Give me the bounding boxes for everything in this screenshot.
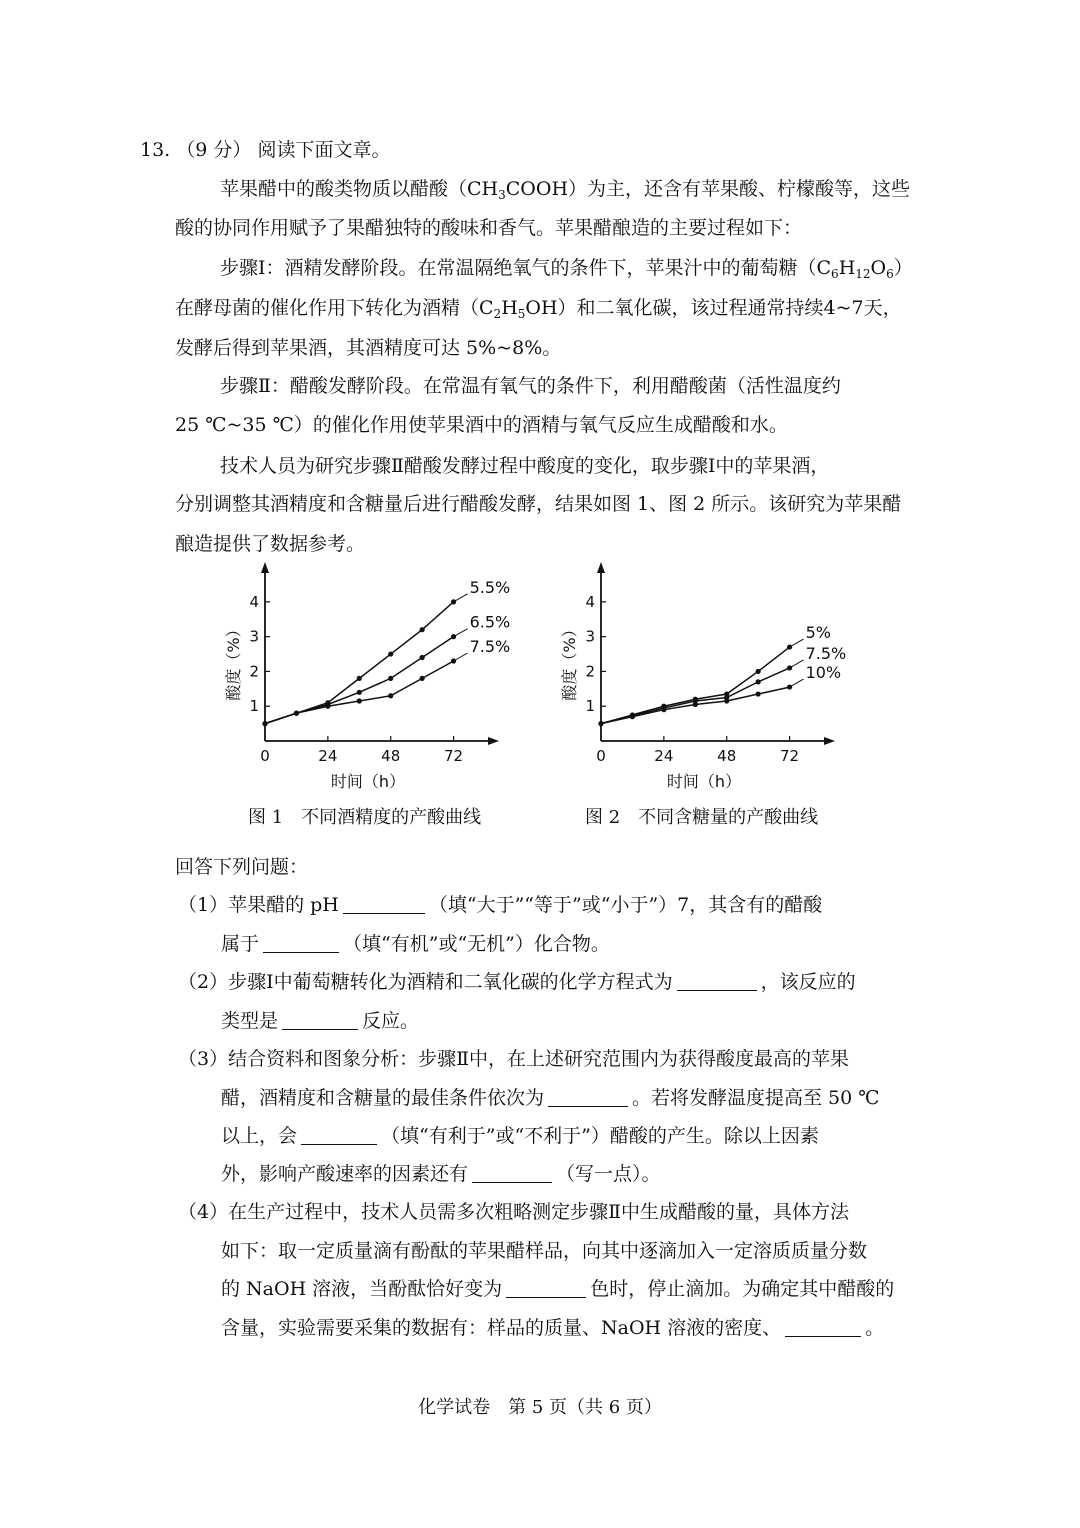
series-leader (790, 679, 804, 687)
step1-line: 步骤Ⅰ：酒精发酵阶段。在常温隔绝氧气的条件下，苹果汁中的葡萄糖$(C_6H_{12}O_6)$ (220, 257, 913, 281)
step2-line: 步骤Ⅱ：醋酸发酵阶段。在常温有氧气的条件下，利用醋酸菌（活性温度约 (220, 375, 841, 397)
answer-blank[interactable] (282, 1011, 358, 1030)
answer-blank[interactable] (677, 972, 757, 991)
data-point (756, 679, 761, 684)
question-score: （9 分） (176, 139, 252, 161)
question-4-line: 的 NaOH 溶液，当酚酞恰好变为 色时，停止滴加。为确定其中醋酸的 (221, 1278, 895, 1300)
data-point (357, 676, 362, 681)
series-leader (790, 639, 804, 647)
question-3-line: 醋，酒精度和含糖量的最佳条件依次为 。若将发酵温度提高至 50 ℃ (221, 1087, 880, 1109)
question-4-line: 如下：取一定质量滴有酚酞的苹果醋样品，向其中逐滴加入一定溶质质量分数 (221, 1240, 868, 1262)
series-label: 10% (805, 663, 842, 683)
answer-blank[interactable] (548, 1088, 628, 1107)
data-point (420, 676, 425, 681)
data-point (357, 698, 362, 703)
series-line (265, 602, 454, 724)
question-header (140, 138, 390, 162)
data-point (451, 599, 456, 604)
data-point (325, 704, 330, 709)
x-tick-label: 48 (717, 747, 737, 765)
data-point (724, 698, 729, 703)
y-axis-label: 酸度（%） (224, 621, 243, 701)
y-tick-label: 3 (249, 627, 259, 646)
step1-line: 发酵后得到苹果酒，其酒精度可达 5%~8%。 (175, 337, 562, 359)
series-leader (454, 594, 468, 602)
x-axis-arrow (824, 737, 835, 745)
question-instruction: 阅读下面文章。 (257, 139, 391, 161)
x-axis-label: 时间（h） (666, 772, 742, 791)
question-3-line: （3）结合资料和图象分析：步骤Ⅱ中，在上述研究范围内为获得酸度最高的苹果 (178, 1048, 850, 1070)
passage-line: 苹果醋中的酸类物质以醋酸$(CH_3COOH)$为主，还含有苹果酸、柠檬酸等，这些 (220, 178, 911, 202)
question-4-line: （4）在生产过程中，技术人员需多次粗略测定步骤Ⅱ中生成醋酸的量，具体方法 (178, 1201, 850, 1223)
data-point (756, 669, 761, 674)
question-3-line: 外，影响产酸速率的因素还有 （写一点）。 (221, 1163, 661, 1185)
data-point (693, 702, 698, 707)
page-footer: 化学试卷 第 5 页（共 6 页） (418, 1397, 662, 1418)
data-point (598, 721, 603, 726)
figure-1-caption: 图 1 不同酒精度的产酸曲线 (248, 807, 482, 828)
data-point (661, 707, 666, 712)
answer-blank[interactable] (506, 1279, 586, 1298)
data-point (451, 658, 456, 663)
research-line: 分别调整其酒精度和含糖量后进行醋酸发酵，结果如图 1、图 2 所示。该研究为苹果醋 (175, 493, 902, 515)
x-axis-arrow (488, 737, 499, 745)
research-line: 酿造提供了数据参考。 (175, 533, 366, 555)
answer-blank[interactable] (301, 1126, 377, 1145)
y-tick-label: 1 (585, 697, 595, 716)
y-tick-label: 1 (249, 697, 259, 716)
y-tick-label: 2 (249, 662, 259, 681)
data-point (388, 693, 393, 698)
x-tick-label: 72 (780, 747, 800, 765)
x-tick-label: 0 (260, 747, 270, 765)
data-point (420, 655, 425, 660)
y-tick-label: 3 (585, 627, 595, 646)
x-tick-label: 24 (654, 747, 674, 765)
series-label: 7.5% (805, 643, 847, 663)
question-4-line: 含量，实验需要采集的数据有：样品的质量、NaOH 溶液的密度、 。 (221, 1317, 885, 1339)
x-axis-label: 时间（h） (330, 772, 406, 791)
series-line (601, 647, 790, 724)
series-label: 6.5% (469, 612, 511, 632)
data-point (451, 634, 456, 639)
series-label: 7.5% (469, 637, 511, 656)
data-point (294, 711, 299, 716)
series-label: 5.5% (469, 577, 511, 597)
step1-line: 在酵母菌的催化作用下转化为酒精$(C_2H_5OH)$和二氧化碳，该过程通常持续4~7天， (175, 297, 902, 321)
data-point (420, 627, 425, 632)
question-2-line: （2）步骤Ⅰ中葡萄糖转化为酒精和二氧化碳的化学方程式为 ，该反应的 (178, 971, 856, 993)
data-point (357, 690, 362, 695)
question-1-line: （1）苹果醋的 pH （填“大于”“等于”或“小于”）7，其含有的醋酸 (178, 894, 823, 916)
data-point (388, 676, 393, 681)
question-number: 13. (140, 139, 171, 161)
y-tick-label: 4 (249, 592, 259, 611)
figure-2-chart (560, 562, 846, 791)
series-leader (454, 629, 468, 637)
data-point (756, 691, 761, 696)
series-leader (790, 660, 804, 668)
figure-1-chart (224, 562, 510, 791)
answer-blank[interactable] (343, 895, 425, 914)
data-point (388, 651, 393, 656)
step2-line: 25 ℃~35 ℃）的催化作用使苹果酒中的酒精与氧气反应生成醋酸和水。 (175, 414, 788, 436)
data-point (262, 721, 267, 726)
research-line: 技术人员为研究步骤Ⅱ醋酸发酵过程中酸度的变化，取步骤Ⅰ中的苹果酒， (220, 455, 830, 477)
question-1-line: 属于 （填“有机”或“无机”）化合物。 (221, 933, 610, 955)
y-axis-label: 酸度（%） (560, 621, 579, 701)
answer-blank[interactable] (785, 1318, 861, 1337)
series-leader (454, 653, 468, 661)
y-axis-arrow (261, 562, 269, 573)
question-2-line: 类型是 反应。 (221, 1010, 420, 1032)
answer-blank[interactable] (472, 1164, 552, 1183)
data-point (630, 714, 635, 719)
questions-intro: 回答下列问题： (175, 856, 309, 878)
series-label: 5% (805, 623, 831, 643)
answer-blank[interactable] (263, 934, 339, 953)
y-tick-label: 4 (585, 592, 595, 611)
x-tick-label: 72 (444, 747, 464, 765)
passage-line: 酸的协同作用赋予了果醋独特的酸味和香气。苹果醋酿造的主要过程如下： (175, 217, 803, 239)
data-point (787, 665, 792, 670)
question-3-line: 以上，会 （填“有利于”或“不利于”）醋酸的产生。除以上因素 (221, 1125, 819, 1147)
x-tick-label: 48 (381, 747, 401, 765)
figure-2-caption: 图 2 不同含糖量的产酸曲线 (585, 807, 819, 828)
x-tick-label: 24 (318, 747, 338, 765)
y-axis-arrow (597, 562, 605, 573)
y-tick-label: 2 (585, 662, 595, 681)
x-tick-label: 0 (596, 747, 606, 765)
